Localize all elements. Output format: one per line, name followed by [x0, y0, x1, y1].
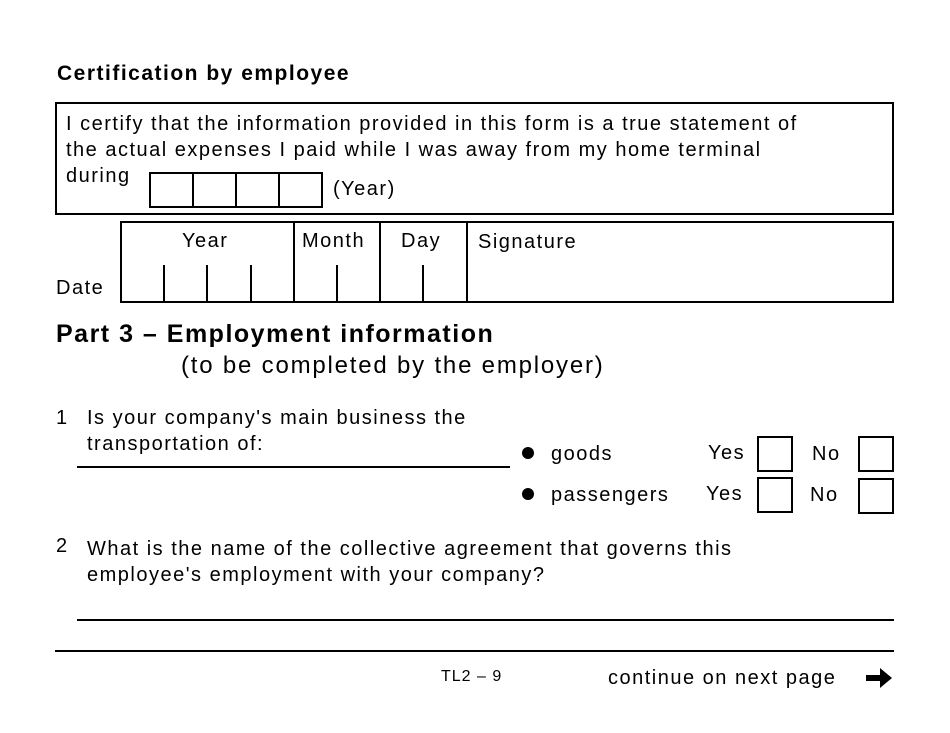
no-label: No — [810, 484, 839, 506]
option-goods: goods — [551, 443, 613, 465]
day-header: Day — [401, 230, 442, 252]
goods-yes-checkbox[interactable] — [757, 436, 793, 472]
date-label: Date — [56, 277, 105, 299]
year-divider — [235, 172, 237, 208]
year-header: Year — [182, 230, 229, 252]
part3-title: Part 3 – Employment information — [56, 320, 495, 348]
q2-number: 2 — [56, 535, 69, 557]
signature-field[interactable] — [469, 254, 891, 300]
option-passengers: passengers — [551, 484, 670, 506]
during-label: during — [66, 165, 131, 187]
column-divider — [466, 221, 468, 303]
page-number: TL2 – 9 — [441, 668, 503, 685]
bullet-icon — [522, 447, 534, 459]
answer-line — [77, 466, 510, 468]
passengers-no-checkbox[interactable] — [858, 478, 894, 514]
bullet-icon — [522, 488, 534, 500]
arrow-right-icon — [864, 666, 894, 690]
q2-text-2: employee's employment with your company? — [87, 564, 546, 586]
section-title: Certification by employee — [57, 62, 351, 85]
yes-label: Yes — [708, 442, 746, 464]
certification-text-1: I certify that the information provided in this form is a true statement of — [66, 113, 798, 135]
part3-subtitle: (to be completed by the employer) — [181, 352, 605, 379]
q1-number: 1 — [56, 407, 69, 429]
q2-text-1: What is the name of the collective agreement that governs this — [87, 538, 733, 560]
yes-label: Yes — [706, 483, 744, 505]
date-input[interactable] — [123, 262, 465, 300]
goods-no-checkbox[interactable] — [858, 436, 894, 472]
q1-text-2: transportation of: — [87, 433, 265, 455]
year-divider — [278, 172, 280, 208]
q1-text-1: Is your company's main business the — [87, 407, 467, 429]
month-header: Month — [302, 230, 366, 252]
signature-header: Signature — [478, 231, 578, 253]
no-label: No — [812, 443, 841, 465]
continue-text: continue on next page — [608, 667, 837, 689]
q2-answer-line[interactable] — [77, 619, 894, 621]
certification-text-2: the actual expenses I paid while I was away from my home terminal — [66, 139, 762, 161]
year-hint: (Year) — [333, 178, 396, 200]
year-divider — [192, 172, 194, 208]
footer-rule — [55, 650, 894, 652]
passengers-yes-checkbox[interactable] — [757, 477, 793, 513]
